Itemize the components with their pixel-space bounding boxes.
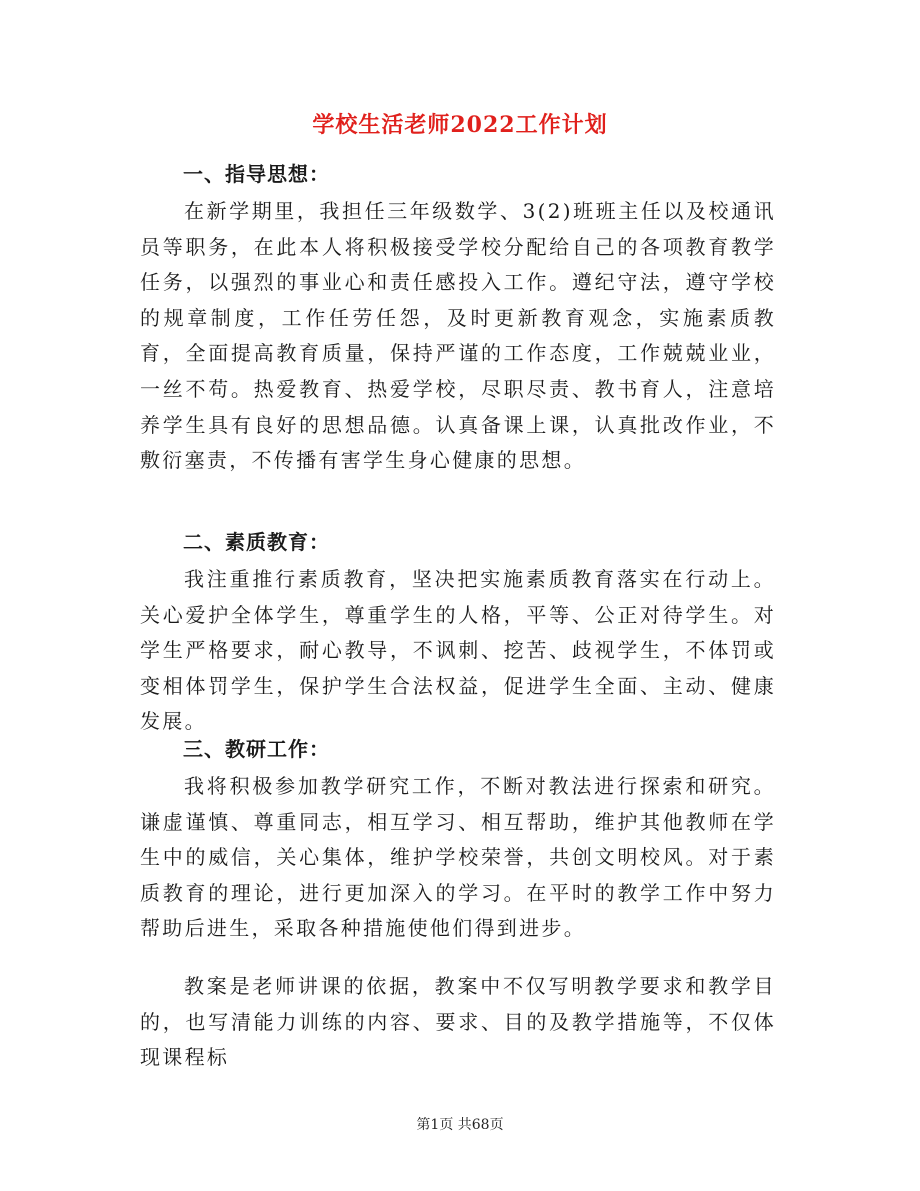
paragraph-lesson-plans: 教案是老师讲课的依据，教案中不仅写明教学要求和教学目的，也写清能力训练的内容、要求、目的及教学措施等，不仅体现课程标 [140,974,776,1070]
section-heading-teaching-research: 三、教研工作： [183,737,330,761]
paragraph-quality-education: 我注重推行素质教育，坚决把实施素质教育落实在行动上。关心爱护全体学生，尊重学生的人格，平等、公正对待学生。对学生严格要求，耐心教导，不讽刺、挖苦、歧视学生，不体罚或变相体罚学生，保护学生合法权益，促进学生全面、主动、健康发展。 [140,567,776,734]
page-footer: 第1页 共68页 [416,1117,504,1133]
paragraph-teaching-research: 我将积极参加教学研究工作，不断对教法进行探索和研究。谦虚谨慎、尊重同志，相互学习、相互帮助，维护其他教师在学生中的威信，关心集体，维护学校荣誉，共创文明校风。对于素质教育的理论，进行更加深入的学习。在平时的教学工作中努力帮助后进生，采取各种措施使他们得到进步。 [140,774,776,941]
section-heading-guiding-thought: 一、指导思想： [183,162,330,186]
document-title: 学校生活老师2022工作计划 [312,112,608,138]
section-heading-quality-education: 二、素质教育： [183,530,330,554]
paragraph-guiding-thought: 在新学期里，我担任三年级数学、3(2)班班主任以及校通讯员等职务，在此本人将积极接受学校分配给自己的各项教育教学任务，以强烈的事业心和责任感投入工作。遵纪守法，遵守学校的规章制度，工作任劳任怨，及时更新教育观念，实施素质教育，全面提高教育质量，保持严谨的工作态度，工作兢兢业业，一丝不苟。热爱教育、热爱学校，尽职尽责、教书育人，注意培养学生具有良好的思想品德。认真备课上课，认真批改作业，不敷衍塞责，不传播有害学生身心健康的思想。 [140,199,776,473]
